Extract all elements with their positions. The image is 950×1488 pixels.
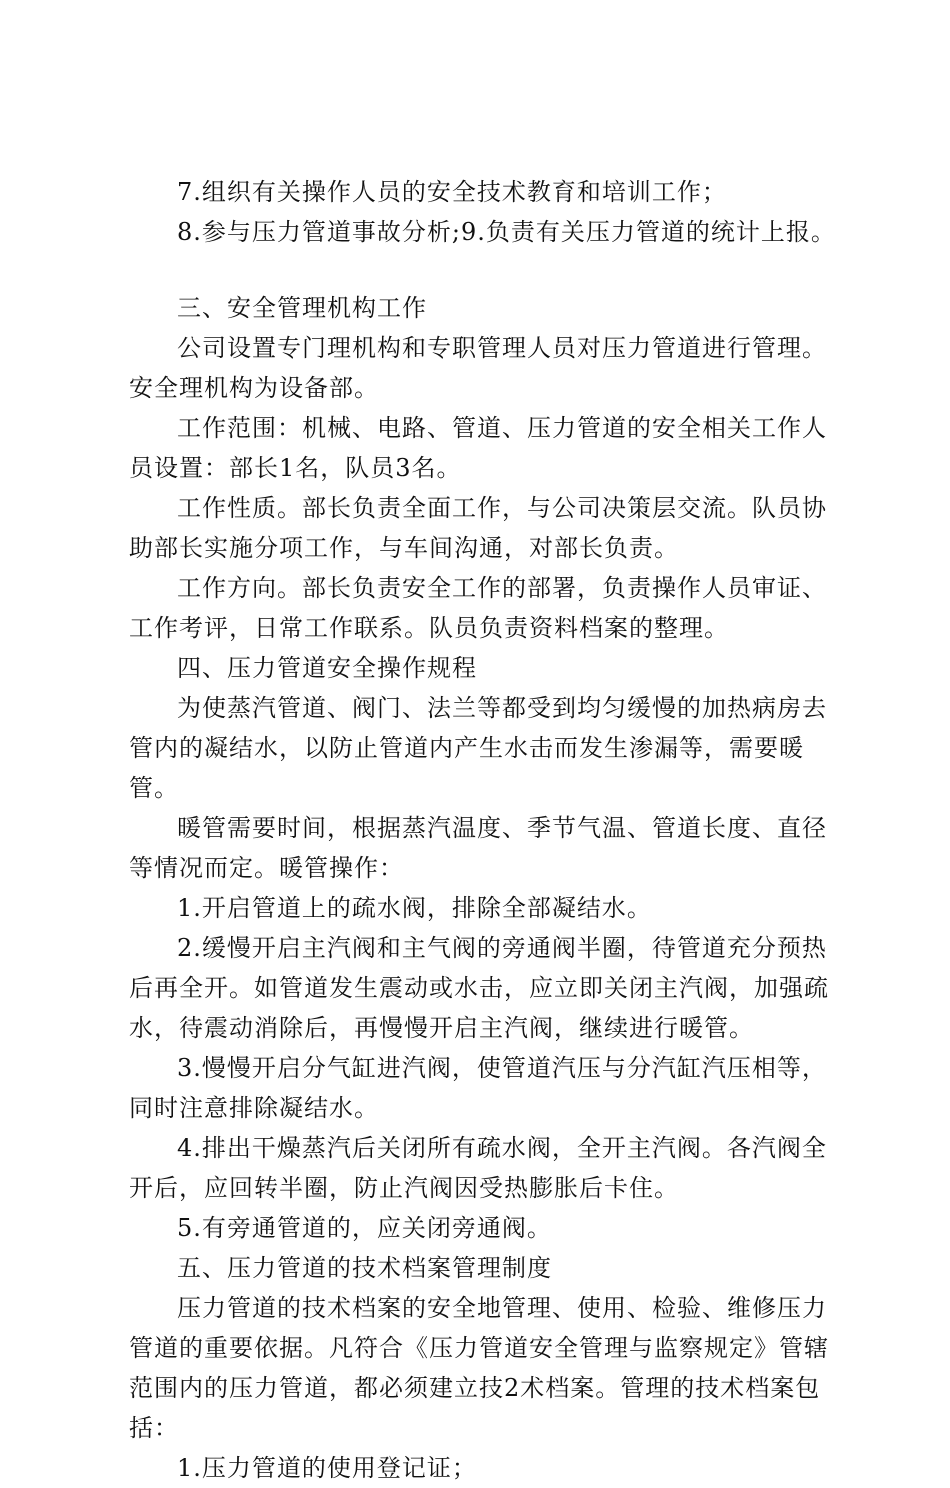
paragraph-step-3: 3.慢慢开启分气缸进汽阀，使管道汽压与分汽缸汽压相等，同时注意排除凝结水。 [129, 1054, 827, 1122]
section-heading-3: 三、安全管理机构工作 [177, 294, 427, 322]
section-heading-5: 五、压力管道的技术档案管理制度 [177, 1254, 552, 1282]
paragraph-item-8-9: 8.参与压力管道事故分析;9.负责有关压力管道的统计上报。 [177, 218, 836, 246]
paragraph-step-5: 5.有旁通管道的，应关闭旁通阀。 [177, 1214, 552, 1242]
paragraph-org-setup: 公司设置专门理机构和专职管理人员对压力管道进行管理。安全理机构为设备部。 [129, 334, 827, 402]
paragraph-gap [129, 252, 849, 288]
section-heading-4: 四、压力管道安全操作规程 [177, 654, 477, 682]
paragraph-archive-item-1: 1.压力管道的使用登记证； [177, 1454, 477, 1482]
paragraph-work-nature: 工作性质。部长负责全面工作，与公司决策层交流。队员协助部长实施分项工作，与车间沟通，对部长负责。 [129, 494, 827, 562]
paragraph-work-direction: 工作方向。部长负责安全工作的部署，负责操作人员审证、工作考评，日常工作联系。队员负责资料档案的整理。 [129, 574, 827, 642]
paragraph-warm-pipe-purpose: 为使蒸汽管道、阀门、法兰等都受到均匀缓慢的加热病房去管内的凝结水，以防止管道内产生水击而发生渗漏等，需要暖管。 [129, 694, 827, 802]
paragraph-step-4: 4.排出干燥蒸汽后关闭所有疏水阀，全开主汽阀。各汽阀全开后，应回转半圈，防止汽阀因受热膨胀后卡住。 [129, 1134, 827, 1202]
paragraph-step-1: 1.开启管道上的疏水阀，排除全部凝结水。 [177, 894, 652, 922]
paragraph-warm-pipe-time: 暖管需要时间，根据蒸汽温度、季节气温、管道长度、直径等情况而定。暖管操作： [129, 814, 827, 882]
document-body [129, 172, 849, 1488]
paragraph-archive-basis: 压力管道的技术档案的安全地管理、使用、检验、维修压力管道的重要依据。凡符合《压力管道安全管理与监察规定》管辖范围内的压力管道，都必须建立技2术档案。管理的技术档案包括： [129, 1294, 829, 1442]
paragraph-item-7: 7.组织有关操作人员的安全技术教育和培训工作； [177, 178, 727, 206]
paragraph-work-scope: 工作范围：机械、电路、管道、压力管道的安全相关工作人员设置：部长1名，队员3名。 [129, 414, 827, 482]
paragraph-step-2: 2.缓慢开启主汽阀和主气阀的旁通阀半圈，待管道充分预热后再全开。如管道发生震动或水击，应立即关闭主汽阀，加强疏水，待震动消除后，再慢慢开启主汽阀，继续进行暖管。 [129, 934, 829, 1042]
